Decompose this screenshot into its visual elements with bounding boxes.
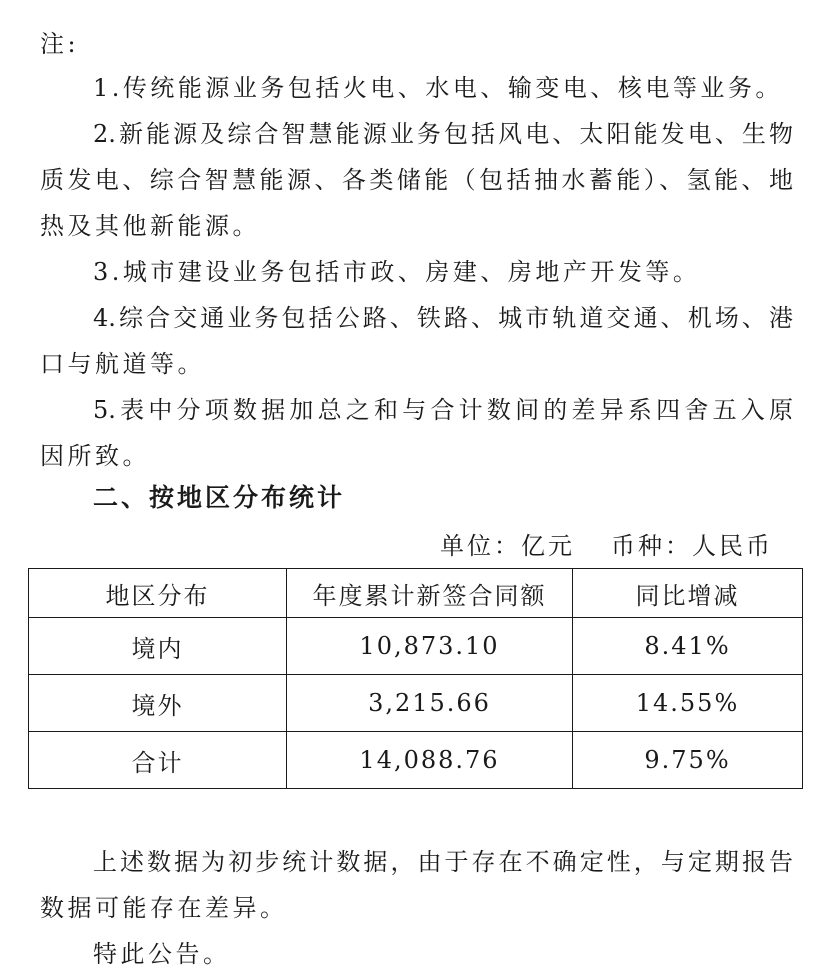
currency-label: 币种：人民币 xyxy=(611,532,773,560)
closing-line-1: 上述数据为初步统计数据，由于存在不确定性，与定期报告 xyxy=(93,848,793,876)
header-region: 地区分布 xyxy=(29,569,287,618)
notes-label: 注: xyxy=(40,30,80,58)
amount-cell: 10,873.10 xyxy=(287,618,573,675)
note-5-line-2: 因所致。 xyxy=(40,442,150,470)
region-cell: 境外 xyxy=(29,675,287,732)
closing-line-2: 数据可能存在差异。 xyxy=(40,894,288,922)
amount-cell: 3,215.66 xyxy=(287,675,573,732)
region-table xyxy=(28,568,803,789)
header-yoy-change: 同比增减 xyxy=(573,569,803,618)
table-row xyxy=(29,675,803,732)
amount-cell: 14,088.76 xyxy=(287,732,573,789)
table-row xyxy=(29,618,803,675)
table-header-row xyxy=(29,569,803,618)
unit-line xyxy=(440,526,790,566)
region-cell: 境内 xyxy=(29,618,287,675)
note-2-line-3: 热及其他新能源。 xyxy=(40,212,260,240)
note-4-line-1: 4.综合交通业务包括公路、铁路、城市轨道交通、机场、港 xyxy=(93,304,793,332)
section-heading: 二、按地区分布统计 xyxy=(93,483,346,512)
region-cell: 合计 xyxy=(29,732,287,789)
change-cell: 9.75% xyxy=(573,732,803,789)
note-2-line-1: 2.新能源及综合智慧能源业务包括风电、太阳能发电、生物 xyxy=(93,120,793,148)
unit-label: 单位：亿元 xyxy=(440,532,575,560)
note-1: 1.传统能源业务包括火电、水电、输变电、核电等业务。 xyxy=(93,74,783,102)
closing-notice: 特此公告。 xyxy=(93,940,231,968)
note-5-line-1: 5.表中分项数据加总之和与合计数间的差异系四舍五入原 xyxy=(93,396,793,424)
note-2-line-2: 质发电、综合智慧能源、各类储能（包括抽水蓄能）、氢能、地 xyxy=(40,166,793,194)
header-contract-amount: 年度累计新签合同额 xyxy=(287,569,573,618)
table-row xyxy=(29,732,803,789)
change-cell: 8.41% xyxy=(573,618,803,675)
note-3: 3.城市建设业务包括市政、房建、房地产开发等。 xyxy=(93,258,701,286)
note-4-line-2: 口与航道等。 xyxy=(40,350,205,378)
change-cell: 14.55% xyxy=(573,675,803,732)
